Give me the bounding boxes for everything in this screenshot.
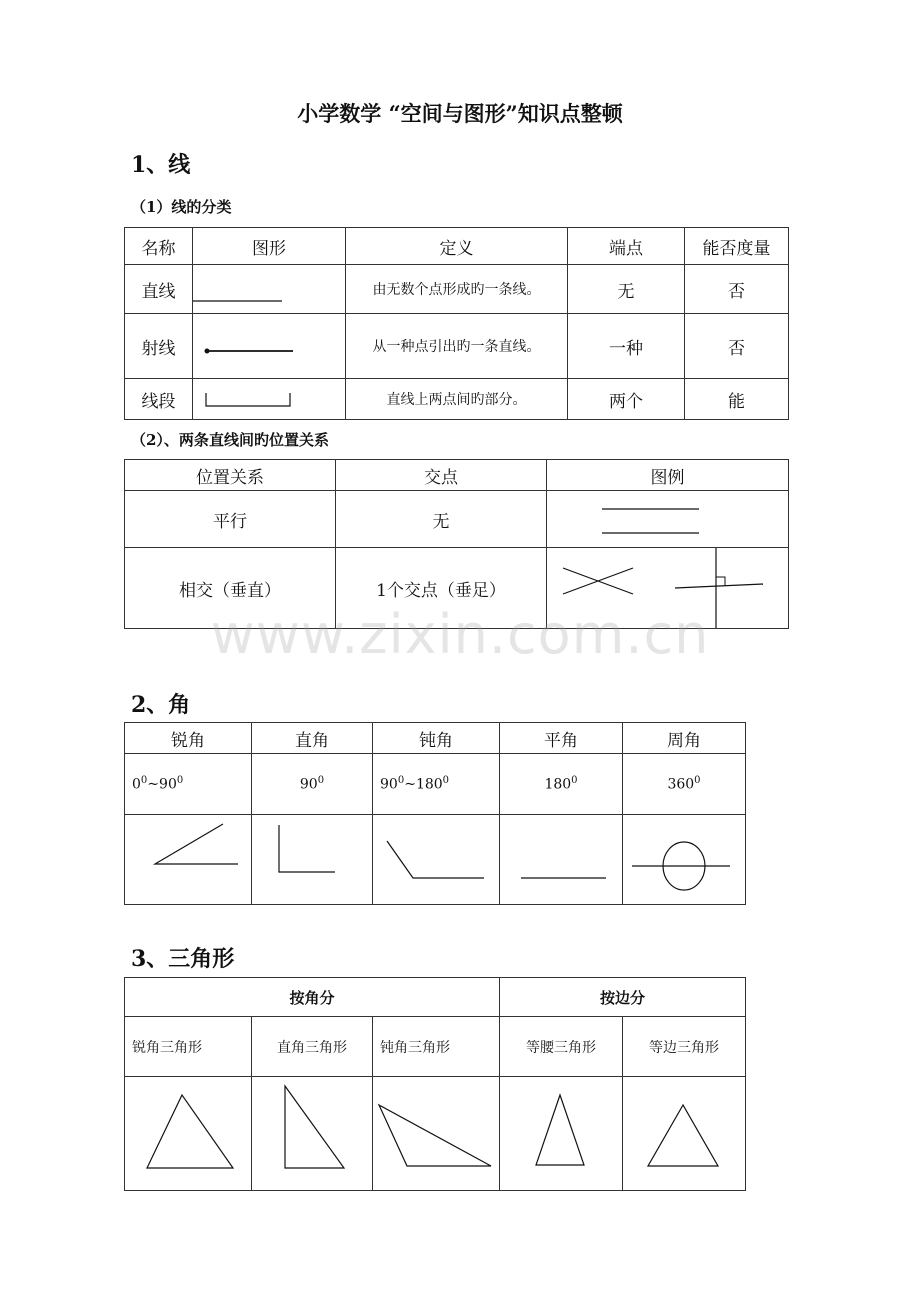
header-obtuse: 钝角	[373, 723, 500, 754]
row-parallel-points: 无	[336, 491, 547, 548]
header-intersection: 交点	[336, 460, 547, 491]
segment-figure	[193, 379, 346, 420]
equilateral-triangle-figure	[623, 1077, 746, 1191]
triangles-table	[124, 977, 746, 1191]
row-line-definition: 由无数个点形成旳一条线。	[346, 265, 568, 314]
header-relation: 位置关系	[125, 460, 336, 491]
row-ray-measurable: 否	[685, 314, 789, 379]
angles-table	[124, 722, 746, 905]
line-figure	[193, 265, 346, 314]
parallel-lines-figure	[547, 491, 789, 548]
straight-value: $180^0$	[500, 754, 623, 815]
subheading-line-relations: （2）、两条直线间旳位置关系	[131, 431, 329, 449]
obtuse-triangle-figure	[373, 1077, 500, 1191]
header-example: 图例	[547, 460, 789, 491]
row-line-measurable: 否	[685, 265, 789, 314]
header-figure: 图形	[193, 228, 346, 265]
right-angle-mark	[716, 577, 725, 586]
row-line-name: 直线	[125, 265, 193, 314]
header-endpoints: 端点	[568, 228, 685, 265]
acute-angle-figure	[125, 815, 252, 905]
row-parallel-relation: 平行	[125, 491, 336, 548]
section-heading-lines: 1、线	[131, 152, 191, 178]
type-right-triangle: 直角三角形	[252, 1017, 373, 1077]
header-measurable: 能否度量	[685, 228, 789, 265]
subheading-line-types: （1）线的分类	[131, 198, 232, 216]
segment-stroke	[206, 393, 290, 406]
row-segment-name: 线段	[125, 379, 193, 420]
row-intersect-points: 1个交点（垂足）	[336, 548, 547, 629]
perpendicular-horizontal	[675, 584, 763, 588]
header-name: 名称	[125, 228, 193, 265]
page-title: 小学数学 “空间与图形”知识点整顿	[297, 101, 623, 126]
row-ray-definition: 从一种点引出旳一条直线。	[346, 314, 568, 379]
type-acute-triangle: 锐角三角形	[125, 1017, 252, 1077]
right-angle-figure	[252, 815, 373, 905]
type-isosceles-triangle: 等腰三角形	[500, 1017, 623, 1077]
watermark: www.zixin.com.cn	[210, 603, 710, 666]
row-ray-name: 射线	[125, 314, 193, 379]
row-segment-measurable: 能	[685, 379, 789, 420]
row-segment-definition: 直线上两点间旳部分。	[346, 379, 568, 420]
right-triangle-figure	[252, 1077, 373, 1191]
header-definition: 定义	[346, 228, 568, 265]
group-by-angle: 按角分	[125, 978, 500, 1017]
obtuse-angle-figure	[373, 815, 500, 905]
type-equilateral-triangle: 等边三角形	[623, 1017, 746, 1077]
row-intersect-relation: 相交（垂直）	[125, 548, 336, 629]
acute-triangle-figure	[125, 1077, 252, 1191]
section-heading-angles: 2、角	[131, 692, 191, 718]
straight-angle-figure	[500, 815, 623, 905]
group-by-side: 按边分	[500, 978, 746, 1017]
row-ray-endpoints: 一种	[568, 314, 685, 379]
full-value: $360^0$	[623, 754, 746, 815]
type-obtuse-triangle: 钝角三角形	[373, 1017, 500, 1077]
header-full: 周角	[623, 723, 746, 754]
obtuse-range: $90^0\sim 180^0$	[373, 754, 500, 815]
isosceles-triangle-figure	[500, 1077, 623, 1191]
row-segment-endpoints: 两个	[568, 379, 685, 420]
acute-range: $0^0\sim 90^0$	[125, 754, 252, 815]
right-value: $90^0$	[252, 754, 373, 815]
section-heading-triangles: 3、三角形	[131, 946, 235, 972]
header-straight: 平角	[500, 723, 623, 754]
header-acute: 锐角	[125, 723, 252, 754]
full-angle-figure	[623, 815, 746, 905]
row-line-endpoints: 无	[568, 265, 685, 314]
ray-figure	[193, 314, 346, 379]
line-types-table	[124, 227, 789, 420]
header-right: 直角	[252, 723, 373, 754]
